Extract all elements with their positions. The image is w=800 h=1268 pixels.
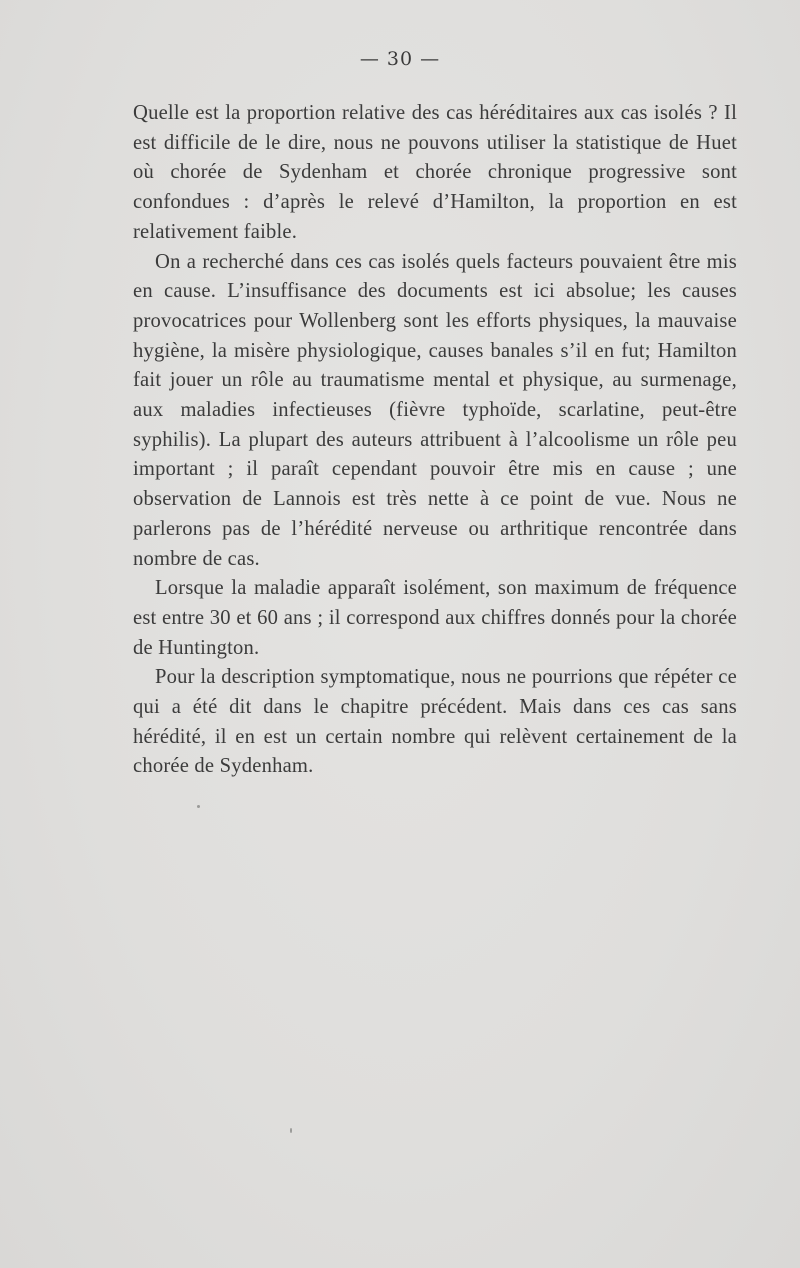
- paragraph-3: Lorsque la maladie apparaît isolément, son maximum de fréquence est entre 30 et 60 ans ; il correspond aux chiffres donnés pour la chorée de Huntington.: [133, 577, 737, 659]
- body-text: [133, 99, 737, 782]
- paper-speck: [290, 1128, 292, 1133]
- paragraph-2: On a recherché dans ces cas isolés quels facteurs pouvaient être mis en cause. L’insuffisance des documents est ici absolue; les causes provocatrices pour Wollenberg sont les efforts physiques, la mauvaise hygiène, la misère physiologique, causes banales s’il en fut; Hamilton fait jouer un rôle au traumatisme mental et physique, au surmenage, aux maladies infectieuses (fièvre typhoïde, scarlatine, peut-être syphilis). La plupart des auteurs attribuent à l’alcoolisme un rôle peu important ; il paraît cependant pouvoir être mis en cause ; une observation de Lannois est très nette à ce point de vue. Nous ne parlerons pas de l’hérédité nerveuse ou arthritique rencontrée dans nombre de cas.: [133, 250, 737, 570]
- paper-speck: [197, 805, 200, 808]
- paragraph-4: Pour la description symptomatique, nous ne pourrions que répéter ce qui a été dit dans le chapitre précédent. Mais dans ces cas sans hérédité, il en est un certain nombre qui relèvent certainement de la chorée de Sydenham.: [133, 666, 737, 778]
- page-number: — 30 —: [359, 48, 441, 70]
- paragraph-1: Quelle est la proportion relative des cas héréditaires aux cas isolés ? Il est difficile de le dire, nous ne pouvons utiliser la statistique de Huet où chorée de Sydenham et chorée chronique progressive sont confondues : d’après le relevé d’Hamilton, la proportion en est relativement faible.: [133, 102, 737, 243]
